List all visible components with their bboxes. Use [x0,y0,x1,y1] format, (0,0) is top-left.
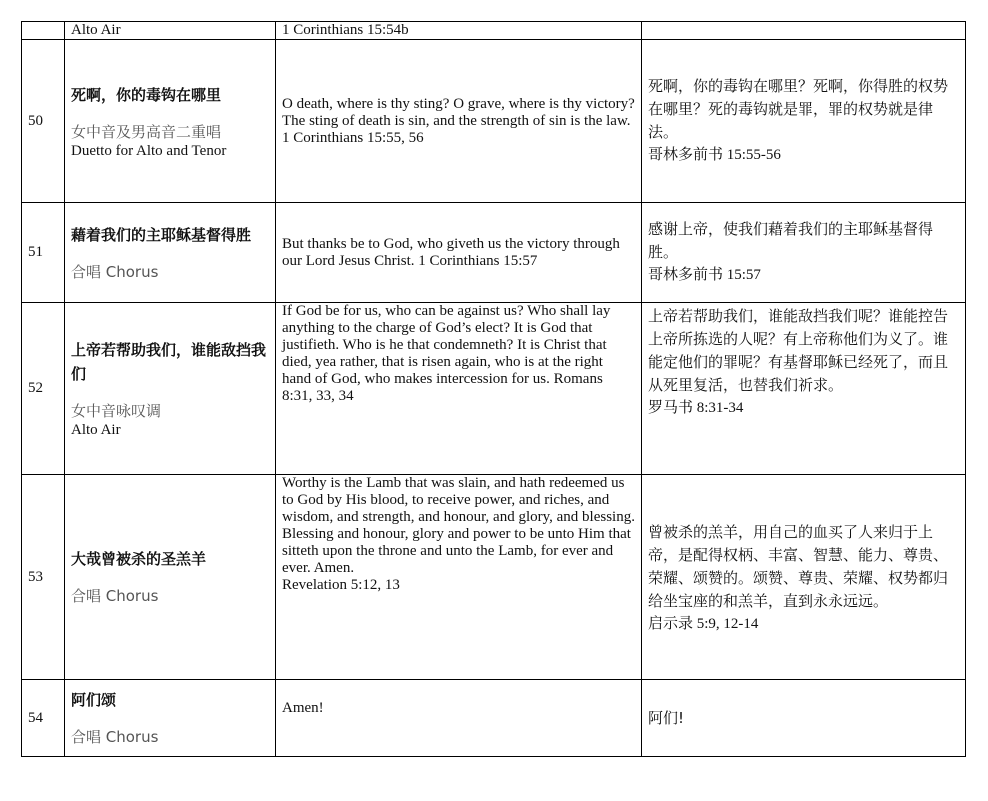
voice-chinese: 女中音咏叹调 [71,402,162,420]
table-row [22,22,966,40]
chinese-reference: 哥林多前书 15:55-56 [648,147,781,163]
movement-title: 大哉曾被杀的圣羔羊 [71,550,207,568]
title-cell [65,475,276,680]
table-row [22,303,966,475]
title-cell [65,40,276,203]
english-text-cell [276,680,642,757]
english-text-cell [276,22,642,40]
movement-title: 死啊，你的毒钩在哪里 [71,85,222,104]
chinese-text: 阿们! [648,708,685,727]
voice-label: 合唱 Chorus [71,587,159,605]
chinese-text: 死啊，你的毒钩在哪里？死啊，你得胜的权势在哪里？死的毒钩就是罪，罪的权势就是律法。 [648,77,949,141]
english-text: Amen! [282,700,324,716]
chinese-text: 感谢上帝，使我们藉着我们的主耶稣基督得胜。 [648,220,934,261]
voice-label: 合唱 Chorus [71,728,159,746]
table-row [22,203,966,303]
row-number-cell: 53 [22,475,65,680]
libretto-table [21,21,966,757]
row-number-cell: 54 [22,680,65,757]
table-row [22,40,966,203]
chinese-text: 曾被杀的羔羊，用自己的血买了人来归于上帝，是配得权柄、丰富、智慧、能力、尊贵、荣耀、颂赞的。颂赞、尊贵、荣耀、权势都归给坐宝座的和羔羊，直到永永远远。 [648,522,949,610]
movement-title: 上帝若帮助我们，谁能敌挡我们 [71,341,267,383]
row-number-cell: 51 [22,203,65,303]
english-text: But thanks be to God, who giveth us the victory through our Lord Jesus Christ. 1 Corinthians 15:57 [282,235,620,269]
row-number-cell [22,22,65,40]
english-text-cell [276,203,642,303]
chinese-text: 上帝若帮助我们，谁能敌挡我们呢？谁能控告上帝所拣选的人呢？有上帝称他们为义了。谁能定他们的罪呢？有基督耶稣已经死了，而且从死里复活，也替我们祈求。 [648,307,949,394]
title-cell [65,303,276,475]
english-reference: 1 Corinthians 15:55, 56 [282,129,424,146]
chinese-text-cell [642,22,966,40]
voice-chinese: 女中音及男高音二重唱 [71,122,222,141]
english-reference: Revelation 5:12, 13 [282,577,400,593]
chinese-text-cell [642,203,966,303]
movement-title: 阿们颂 [71,691,117,709]
english-text-cell [276,40,642,203]
table-row [22,475,966,680]
row-number-cell: 50 [22,40,65,203]
chinese-reference: 罗马书 8:31-34 [648,400,744,416]
chinese-text-cell [642,303,966,475]
english-text-cell [276,475,642,680]
chinese-text-cell [642,680,966,757]
movement-title: 藉着我们的主耶稣基督得胜 [71,225,252,244]
title-cell [65,680,276,757]
english-text: Worthy is the Lamb that was slain, and hath redeemed us to God by His blood, to receive power, and riches, and wisdom, and strength, and honour, and glory, and blessing. Blessing and honour, glory and power to be unto Him that sitteth upon the throne and unto the Lamb, for ever and ever. Amen. [282,475,635,576]
row-number-cell: 52 [22,303,65,475]
english-text-cell [276,303,642,475]
title-cell [65,22,276,40]
english-reference: 1 Corinthians 15:54b [282,22,409,38]
voice-label: 合唱 Chorus [71,262,159,281]
voice-english: Alto Air [71,422,121,438]
title-cell [65,203,276,303]
table-row [22,680,966,757]
english-text: If God be for us, who can be against us? Who shall lay anything to the charge of God’s elect? It is God that justifieth. Who is he that condemneth? It is Christ that died, yea rather, that is risen again, who is at the right hand of God, who makes intercession for us. Romans 8:31, 33, 34 [282,303,611,404]
chinese-text-cell [642,475,966,680]
voice-english: Duetto for Alto and Tenor [71,142,227,159]
chinese-reference: 启示录 5:9, 12-14 [648,615,759,632]
chinese-reference: 哥林多前书 15:57 [648,267,761,283]
chinese-text-cell [642,40,966,203]
voice-english: Alto Air [71,22,121,38]
english-text: O death, where is thy sting? O grave, where is thy victory? The sting of death is sin, and the strength of sin is the law. [282,95,635,129]
